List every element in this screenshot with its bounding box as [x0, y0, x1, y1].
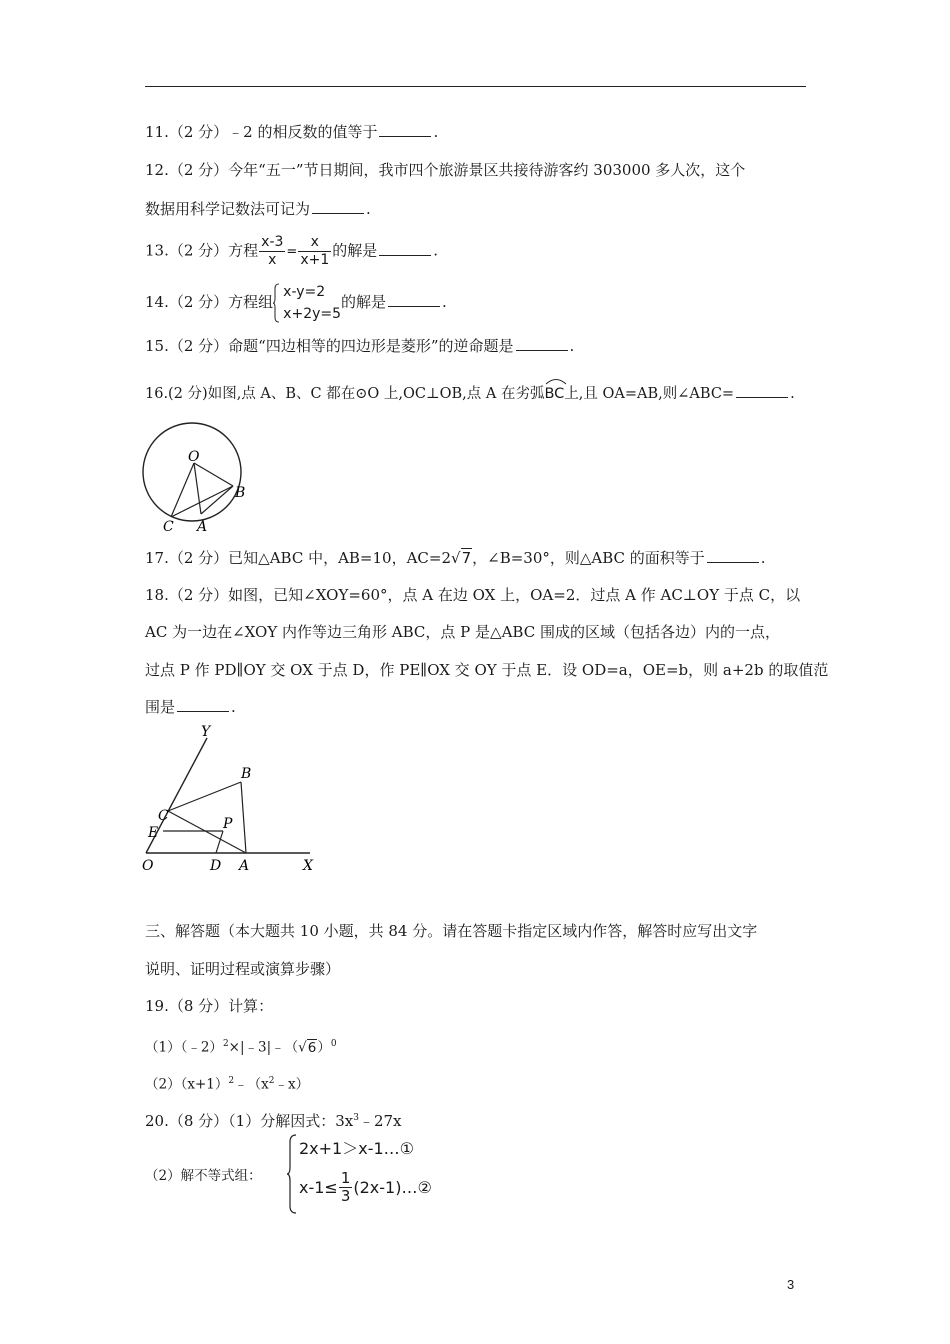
- fraction: $\frac{1}{3}$: [340, 1169, 351, 1205]
- answer-blank[interactable]: [516, 336, 568, 351]
- question-19-part1: $(1)(﹣2)^2\times|﹣3|﹣(√6)^0$: [145, 1039, 337, 1056]
- angle-figure: [138, 720, 323, 875]
- answer-blank[interactable]: [388, 292, 440, 307]
- label-b: B: [235, 485, 246, 501]
- label-b: B: [241, 766, 252, 782]
- answer-blank[interactable]: [707, 548, 759, 563]
- question-20-part2-label: （2）解不等式组：: [145, 1168, 262, 1184]
- inequality-2: x-1≤ $\frac{1}{3}$ (2x-1)…②: [299, 1169, 432, 1205]
- label-e: E: [148, 825, 159, 841]
- circle-figure: [138, 420, 250, 535]
- label-c: C: [158, 808, 169, 824]
- question-17: 17.（2 分）已知△ABC 中，AB=10，AC=2√7，∠B=30°，则△ABC 的面积等于 .: [145, 549, 766, 567]
- answer-blank[interactable]: [379, 241, 431, 256]
- section-3-line1: 三、解答题（本大题共 10 小题，共 84 分。请在答题卡指定区域内作答，解答时应写出文字: [145, 922, 758, 940]
- arc-icon: [544, 377, 568, 385]
- header-rule: [145, 86, 806, 87]
- label-d: D: [210, 858, 222, 874]
- equation-system: x-y=2 x+2y=5: [273, 281, 341, 325]
- label-a: A: [239, 858, 250, 874]
- section-3-line2: 说明、证明过程或演算步骤）: [145, 960, 341, 978]
- question-12-line1: 12.（2 分）今年“五一”节日期间，我市四个旅游景区共接待游客约 303000 多人次，这个: [145, 161, 746, 179]
- label-x: X: [303, 858, 313, 874]
- fraction: $\frac{x}{x+1}$: [300, 234, 330, 268]
- answer-blank[interactable]: [177, 697, 229, 712]
- question-11: 11.（2 分）﹣2 的相反数的值等于 .: [145, 123, 439, 141]
- question-13: 13.（2 分）方程 $\frac{x-3}{x}$ = $\frac{x}{x+1}$ 的解是 .: [145, 234, 439, 268]
- brace-icon: [273, 283, 280, 323]
- page-number: 3: [787, 1277, 795, 1292]
- question-12-line2: 数据用科学记数法可记为 .: [145, 200, 371, 218]
- answer-blank[interactable]: [312, 199, 364, 214]
- label-y: Y: [201, 724, 211, 740]
- label-o: O: [188, 449, 200, 465]
- question-19-title: 19.（8 分）计算：: [145, 997, 274, 1015]
- question-20-part1: 20.（8 分）（1）分解因式：$3x^3﹣27x$: [145, 1112, 402, 1130]
- label-o: O: [142, 858, 154, 874]
- question-14: 14.（2 分）方程组 x-y=2 x+2y=5 的解是 .: [145, 281, 447, 325]
- fraction: $\frac{x-3}{x}$: [261, 234, 284, 268]
- square-root: √7: [451, 549, 472, 567]
- arc-notation: BC: [544, 384, 564, 404]
- question-18-line4: 围是 .: [145, 698, 236, 716]
- inequality-1: 2x+1＞x-1…①: [299, 1139, 415, 1158]
- question-15: 15.（2 分）命题“四边相等的四边形是菱形”的逆命题是 .: [145, 337, 575, 355]
- question-18-line1: 18.（2 分）如图，已知∠XOY=60°，点 A 在边 OX 上，OA=2．过点 A 作 AC⊥OY 于点 C，以: [145, 586, 801, 604]
- label-c: C: [163, 519, 174, 535]
- square-root: √6: [298, 1039, 317, 1056]
- question-18-line3: 过点 P 作 PD∥OY 交 OX 于点 D，作 PE∥OX 交 OY 于点 E．设 OD=a，OE=b，则 a+2b 的取值范: [145, 661, 829, 679]
- question-16: 16.(2 分)如图,点 A、B、C 都在⊙O 上,OC⊥OB,点 A 在劣弧 BC上,且 OA=AB,则∠ABC= .: [145, 383, 795, 404]
- answer-blank[interactable]: [379, 122, 431, 137]
- brace-icon: [287, 1134, 297, 1214]
- answer-blank[interactable]: [736, 383, 788, 398]
- question-19-part2: $(2)(x+1)^2﹣(x^2﹣x)$: [145, 1076, 310, 1093]
- question-18-line2: AC 为一边在∠XOY 内作等边三角形 ABC，点 P 是△ABC 围成的区域（包括各边）内的一点，: [145, 623, 780, 641]
- label-a: A: [197, 519, 208, 535]
- label-p: P: [223, 816, 233, 832]
